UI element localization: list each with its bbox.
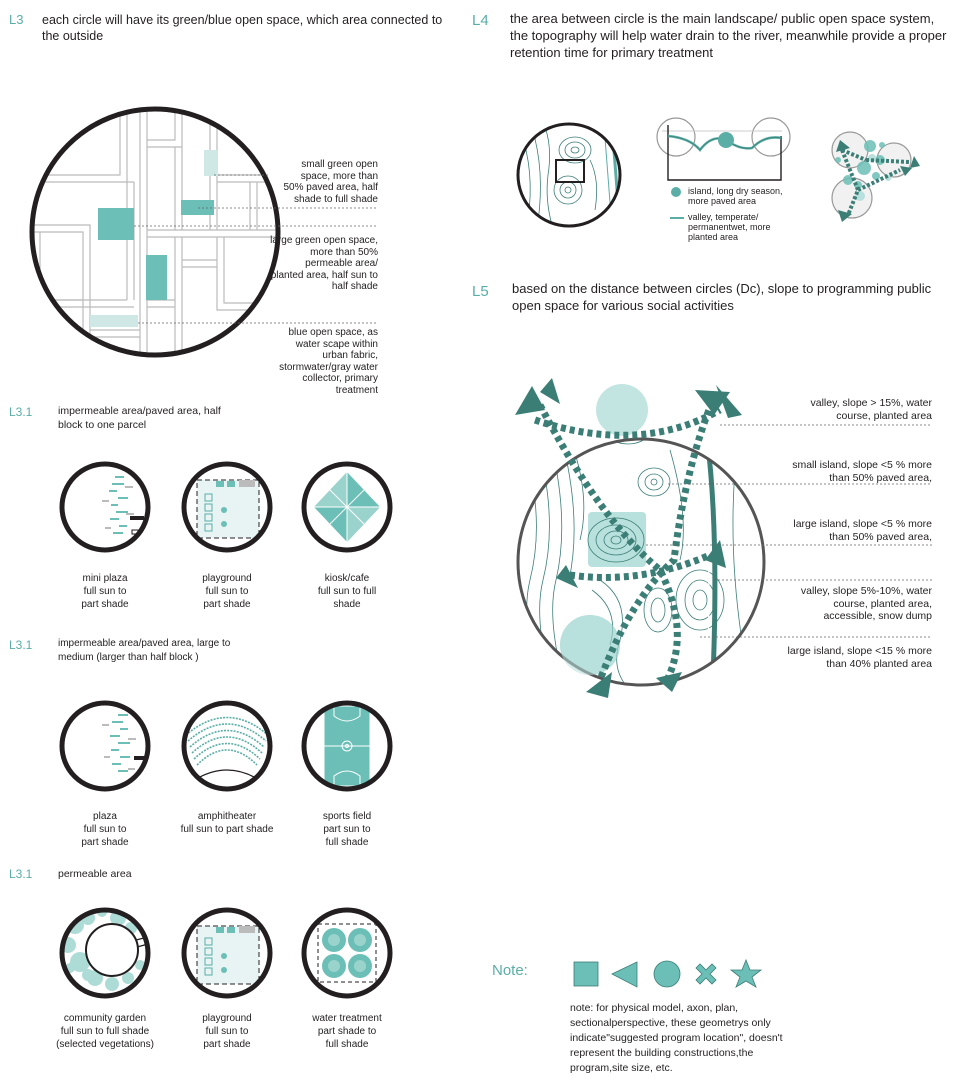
water-treatment-sub: part shade to full shade (317, 1026, 377, 1050)
l5-annotation-large-island: large island, slope <5 % more than 50% paved area, (793, 518, 932, 543)
kiosk-caption (297, 572, 397, 611)
l5-annotation-valley-steep: valley, slope > 15%, water course, planted area (810, 397, 932, 422)
amphitheater-caption (167, 810, 287, 836)
playground-label-1: playground (202, 573, 252, 584)
blue-space-block (204, 150, 218, 176)
l4-circle-cluster (832, 132, 920, 222)
playground-diagram-2 (197, 926, 259, 984)
kiosk-cafe-diagram (314, 472, 380, 542)
kiosk-label: kiosk/cafe (324, 573, 370, 584)
amphitheater-diagram (186, 718, 268, 779)
l5-annotation-large-island-planted: large island, slope <15 % more than 40% planted area (787, 645, 932, 670)
sec3-title: permeable area (58, 868, 132, 880)
playground-label-2: playground (202, 1013, 252, 1024)
l5-code: L5 (472, 283, 489, 300)
l5-annotation-valley-moderate: valley, slope 5%-10%, water course, planted area, accessible, snow dump (800, 585, 932, 622)
large-green-space-block (98, 208, 134, 240)
l3-annotation-small-green: small green open space, more than 50% paved area, half shade to full shade (283, 159, 378, 205)
l3-annotation-blue-space: blue open space, as water scape within urban fabric, stormwater/gray water collector, primary treatment (279, 327, 378, 396)
amphitheater-label: amphitheater (197, 811, 257, 822)
water-treatment-diagram (318, 924, 376, 982)
playground-sub-1: full sun to part shade (203, 586, 251, 610)
sec3-code: L3.1 (9, 867, 33, 881)
kiosk-sub: full sun to full shade (317, 586, 377, 610)
sports-field-diagram (324, 706, 370, 786)
mini-plaza-diagram (102, 476, 144, 534)
l4-legend-island: island, long dry season, more paved area (688, 186, 783, 206)
playground-diagram-1 (197, 480, 259, 538)
community-garden-caption (45, 1012, 165, 1051)
plaza-caption (55, 810, 155, 849)
community-garden-label: community garden (63, 1013, 147, 1024)
l3-annotation-large-green: large green open space, more than 50% permeable area/ planted area, half sun to half shade (270, 235, 378, 292)
community-garden-sub: full sun to full shade (60, 1026, 150, 1037)
l4-code: L4 (472, 12, 489, 29)
note-text: note: for physical model, axon, plan, sectionalperspective, these geometrys only indicate"suggested program location", doesn't represent the building constructions,the program,site size, etc. (570, 1002, 783, 1074)
mini-plaza-sub: full sun to part shade (81, 586, 129, 610)
sec2-code: L3.1 (9, 638, 33, 652)
star-icon (731, 960, 761, 987)
mini-plaza-caption (55, 572, 155, 611)
plaza-sub: full sun to part shade (81, 824, 129, 848)
circle-icon (654, 961, 680, 987)
community-garden-extra: (selected vegetations) (56, 1039, 154, 1050)
playground-caption-1 (177, 572, 277, 611)
playground-sub-2: full sun to part shade (203, 1026, 251, 1050)
sports-field-caption (297, 810, 397, 849)
water-treatment-caption (292, 1012, 402, 1051)
l4-legend-valley: valley, temperate/ permanentwet, more planted area (688, 212, 771, 242)
sec2-title: impermeable area/paved area, large to medium (larger than half block ) (58, 638, 231, 663)
note-shapes (574, 960, 761, 987)
water-treatment-label: water treatment (312, 1013, 382, 1024)
l5-annotation-small-island: small island, slope <5 % more than 50% paved area, (792, 459, 932, 484)
small-green-space-block (181, 200, 214, 215)
amphitheater-sub: full sun to part shade (180, 824, 274, 835)
sports-field-label: sports field (322, 811, 372, 822)
triangle-icon (612, 962, 637, 987)
l3-heading: each circle will have its green/blue open space, which area connected to the outside (42, 13, 443, 43)
l5-heading: based on the distance between circles (Dc), slope to programming public open space for various social activities (512, 281, 932, 313)
mini-plaza-label: mini plaza (82, 573, 128, 584)
cross-icon (696, 964, 716, 984)
l4-heading: the area between circle is the main landscape/ public open space system, the topography will help water drain to the river, meanwhile provide a proper retention time for primary treatment (510, 11, 947, 60)
note-title: Note: (492, 962, 528, 979)
playground-caption-2 (177, 1012, 277, 1051)
sports-field-sub: part sun to full shade (323, 824, 371, 848)
sec1-code: L3.1 (9, 405, 33, 419)
island-legend-dot (671, 187, 681, 197)
l3-code: L3 (9, 12, 24, 27)
plaza-label: plaza (93, 811, 117, 822)
square-icon (574, 962, 598, 986)
sec1-title: impermeable area/paved area, half block to one parcel (58, 405, 221, 431)
